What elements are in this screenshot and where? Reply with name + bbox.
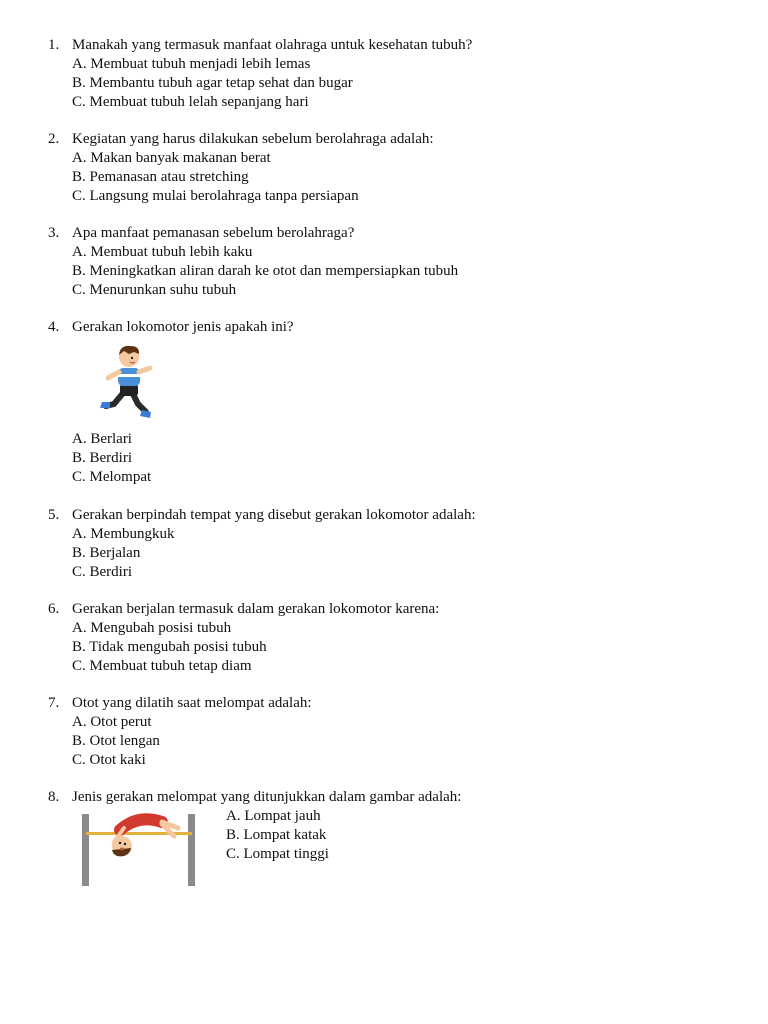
question-number: 4. [48, 319, 60, 335]
option-a: A. Makan banyak makanan berat [72, 150, 271, 166]
question-number: 2. [48, 131, 60, 147]
option-b: B. Berjalan [72, 545, 141, 561]
option-a: A. Membuat tubuh lebih kaku [72, 244, 253, 260]
option-b: B. Otot lengan [72, 733, 160, 749]
question-number: 1. [48, 37, 60, 53]
question-number: 3. [48, 225, 60, 241]
question-number: 8. [48, 789, 60, 805]
option-a: A. Mengubah posisi tubuh [72, 620, 232, 636]
option-b: B. Meningkatkan aliran darah ke otot dan mempersiapkan tubuh [72, 263, 459, 279]
question-text: Apa manfaat pemanasan sebelum berolahraga? [72, 225, 355, 241]
option-a: A. Berlari [72, 431, 132, 447]
question-text: Otot yang dilatih saat melompat adalah: [72, 695, 312, 711]
option-a: A. Membuat tubuh menjadi lebih lemas [72, 56, 311, 72]
question-text: Gerakan berjalan termasuk dalam gerakan lokomotor karena: [72, 601, 440, 617]
option-c: C. Membuat tubuh lelah sepanjang hari [72, 94, 309, 110]
high-jump-illustration [78, 810, 202, 888]
question-text: Jenis gerakan melompat yang ditunjukkan dalam gambar adalah: [72, 789, 462, 805]
question-text: Kegiatan yang harus dilakukan sebelum berolahraga adalah: [72, 131, 434, 147]
option-c: C. Langsung mulai berolahraga tanpa persiapan [72, 188, 359, 204]
question-number: 5. [48, 507, 60, 523]
option-a: A. Otot perut [72, 714, 152, 730]
option-c: C. Otot kaki [72, 752, 146, 768]
option-c: C. Melompat [72, 469, 152, 485]
question-text: Manakah yang termasuk manfaat olahraga untuk kesehatan tubuh? [72, 37, 473, 53]
option-b: B. Berdiri [72, 450, 132, 466]
option-b: B. Tidak mengubah posisi tubuh [72, 639, 267, 655]
option-c: C. Berdiri [72, 564, 132, 580]
question-text: Gerakan berpindah tempat yang disebut gerakan lokomotor adalah: [72, 507, 476, 523]
question-number: 7. [48, 695, 60, 711]
option-c: C. Menurunkan suhu tubuh [72, 282, 237, 298]
option-a: A. Membungkuk [72, 526, 175, 542]
option-c: C. Lompat tinggi [226, 846, 329, 862]
option-b: B. Lompat katak [226, 827, 327, 843]
option-c: C. Membuat tubuh tetap diam [72, 658, 252, 674]
option-b: B. Pemanasan atau stretching [72, 169, 249, 185]
running-boy-illustration [96, 344, 162, 422]
question-number: 6. [48, 601, 60, 617]
question-text: Gerakan lokomotor jenis apakah ini? [72, 319, 294, 335]
option-b: B. Membantu tubuh agar tetap sehat dan bugar [72, 75, 353, 91]
option-a: A. Lompat jauh [226, 808, 321, 824]
